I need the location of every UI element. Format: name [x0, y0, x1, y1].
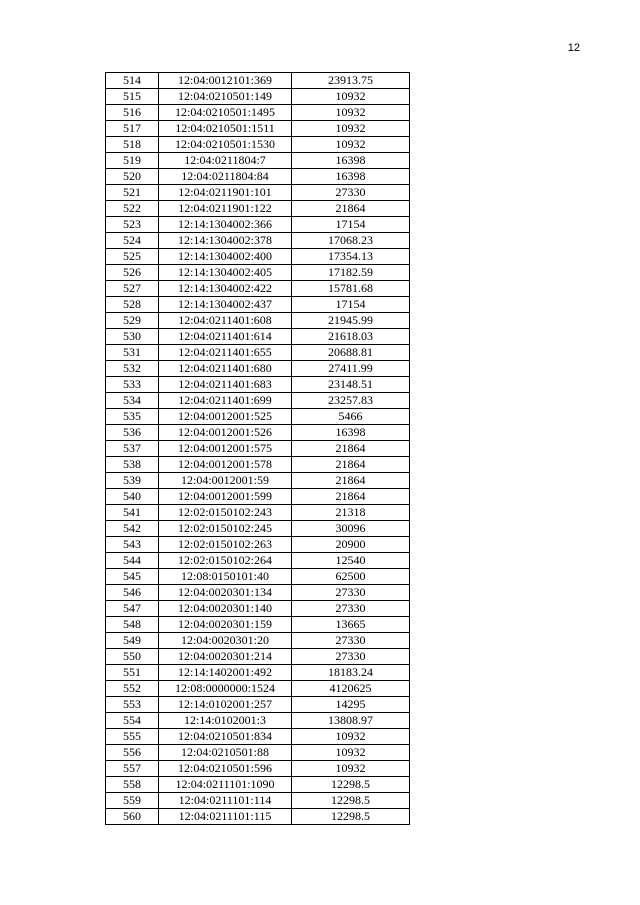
table-row [106, 73, 410, 89]
value-cell: 17068.23 [292, 233, 410, 249]
table-row [106, 633, 410, 649]
cadastral-number: 12:14:1304002:378 [159, 233, 292, 249]
table-row [106, 89, 410, 105]
value-cell: 23257.83 [292, 393, 410, 409]
table-row [106, 473, 410, 489]
value-cell: 21864 [292, 473, 410, 489]
value-cell: 17182.59 [292, 265, 410, 281]
cadastral-number: 12:04:0020301:159 [159, 617, 292, 633]
cadastral-number: 12:04:0210501:88 [159, 745, 292, 761]
row-number: 529 [106, 313, 159, 329]
cadastral-number: 12:04:0210501:1530 [159, 137, 292, 153]
table-row [106, 297, 410, 313]
row-number: 517 [106, 121, 159, 137]
cadastral-number: 12:04:0020301:140 [159, 601, 292, 617]
table-row [106, 153, 410, 169]
row-number: 549 [106, 633, 159, 649]
row-number: 518 [106, 137, 159, 153]
row-number: 539 [106, 473, 159, 489]
cadastral-number: 12:04:0211804:7 [159, 153, 292, 169]
cadastral-number: 12:08:0150101:40 [159, 569, 292, 585]
cadastral-number: 12:04:0210501:834 [159, 729, 292, 745]
row-number: 519 [106, 153, 159, 169]
table-row [106, 441, 410, 457]
cadastral-number: 12:14:1304002:400 [159, 249, 292, 265]
cadastral-number: 12:14:0102001:257 [159, 697, 292, 713]
table-row [106, 537, 410, 553]
table-row [106, 761, 410, 777]
row-number: 516 [106, 105, 159, 121]
row-number: 538 [106, 457, 159, 473]
cadastral-number: 12:04:0012001:599 [159, 489, 292, 505]
cadastral-number: 12:14:1304002:366 [159, 217, 292, 233]
row-number: 528 [106, 297, 159, 313]
table-body [106, 73, 410, 825]
table-row [106, 665, 410, 681]
value-cell: 21318 [292, 505, 410, 521]
value-cell: 10932 [292, 729, 410, 745]
row-number: 554 [106, 713, 159, 729]
cadastral-number: 12:04:0012001:578 [159, 457, 292, 473]
row-number: 556 [106, 745, 159, 761]
table-row [106, 505, 410, 521]
value-cell: 10932 [292, 121, 410, 137]
row-number: 545 [106, 569, 159, 585]
cadastral-number: 12:04:0211101:115 [159, 809, 292, 825]
value-cell: 10932 [292, 761, 410, 777]
table-row [106, 617, 410, 633]
table-row [106, 601, 410, 617]
value-cell: 27330 [292, 601, 410, 617]
table-row [106, 249, 410, 265]
row-number: 532 [106, 361, 159, 377]
value-cell: 14295 [292, 697, 410, 713]
row-number: 537 [106, 441, 159, 457]
row-number: 521 [106, 185, 159, 201]
value-cell: 10932 [292, 105, 410, 121]
table-row [106, 489, 410, 505]
cadastral-number: 12:04:0210501:1511 [159, 121, 292, 137]
value-cell: 12298.5 [292, 809, 410, 825]
cadastral-number: 12:04:0211401:614 [159, 329, 292, 345]
value-cell: 12540 [292, 553, 410, 569]
cadastral-number: 12:14:1304002:437 [159, 297, 292, 313]
row-number: 533 [106, 377, 159, 393]
value-cell: 27330 [292, 585, 410, 601]
value-cell: 27330 [292, 633, 410, 649]
row-number: 523 [106, 217, 159, 233]
value-cell: 17354.13 [292, 249, 410, 265]
row-number: 544 [106, 553, 159, 569]
table-row [106, 745, 410, 761]
table-row [106, 713, 410, 729]
row-number: 558 [106, 777, 159, 793]
table-row [106, 137, 410, 153]
value-cell: 12298.5 [292, 793, 410, 809]
value-cell: 20900 [292, 537, 410, 553]
row-number: 548 [106, 617, 159, 633]
value-cell: 27330 [292, 185, 410, 201]
value-cell: 21864 [292, 201, 410, 217]
cadastral-number: 12:02:0150102:263 [159, 537, 292, 553]
value-cell: 21945.99 [292, 313, 410, 329]
value-cell: 21864 [292, 489, 410, 505]
row-number: 553 [106, 697, 159, 713]
value-cell: 23913.75 [292, 73, 410, 89]
value-cell: 16398 [292, 425, 410, 441]
cadastral-number: 12:04:0211401:699 [159, 393, 292, 409]
row-number: 514 [106, 73, 159, 89]
table-row [106, 329, 410, 345]
cadastral-number: 12:04:0211901:122 [159, 201, 292, 217]
cadastral-number: 12:04:0210501:149 [159, 89, 292, 105]
cadastral-number: 12:04:0020301:214 [159, 649, 292, 665]
data-table [105, 72, 410, 825]
table-row [106, 697, 410, 713]
table-row [106, 409, 410, 425]
table-row [106, 121, 410, 137]
table-row [106, 217, 410, 233]
cadastral-number: 12:04:0211804:84 [159, 169, 292, 185]
row-number: 515 [106, 89, 159, 105]
value-cell: 18183.24 [292, 665, 410, 681]
value-cell: 16398 [292, 169, 410, 185]
table-row [106, 793, 410, 809]
value-cell: 10932 [292, 89, 410, 105]
cadastral-number: 12:04:0012001:59 [159, 473, 292, 489]
cadastral-number: 12:04:0210501:596 [159, 761, 292, 777]
value-cell: 23148.51 [292, 377, 410, 393]
row-number: 541 [106, 505, 159, 521]
cadastral-number: 12:02:0150102:264 [159, 553, 292, 569]
cadastral-number: 12:04:0211401:655 [159, 345, 292, 361]
value-cell: 20688.81 [292, 345, 410, 361]
cadastral-number: 12:14:1304002:422 [159, 281, 292, 297]
row-number: 557 [106, 761, 159, 777]
value-cell: 13665 [292, 617, 410, 633]
row-number: 546 [106, 585, 159, 601]
row-number: 535 [106, 409, 159, 425]
row-number: 536 [106, 425, 159, 441]
cadastral-number: 12:04:0211401:683 [159, 377, 292, 393]
table-row [106, 553, 410, 569]
table-row [106, 281, 410, 297]
table-row [106, 393, 410, 409]
value-cell: 10932 [292, 745, 410, 761]
cadastral-number: 12:02:0150102:243 [159, 505, 292, 521]
cadastral-number: 12:04:0012001:525 [159, 409, 292, 425]
cadastral-number: 12:04:0211901:101 [159, 185, 292, 201]
value-cell: 30096 [292, 521, 410, 537]
page-number: 12 [567, 42, 580, 54]
cadastral-number: 12:04:0012001:526 [159, 425, 292, 441]
value-cell: 5466 [292, 409, 410, 425]
cadastral-number: 12:08:0000000:1524 [159, 681, 292, 697]
cadastral-number: 12:04:0211101:1090 [159, 777, 292, 793]
row-number: 559 [106, 793, 159, 809]
value-cell: 17154 [292, 217, 410, 233]
cadastral-number: 12:04:0020301:134 [159, 585, 292, 601]
cadastral-number: 12:14:1304002:405 [159, 265, 292, 281]
cadastral-number: 12:04:0211101:114 [159, 793, 292, 809]
cadastral-number: 12:04:0020301:20 [159, 633, 292, 649]
row-number: 560 [106, 809, 159, 825]
table-row [106, 777, 410, 793]
table-row [106, 809, 410, 825]
row-number: 525 [106, 249, 159, 265]
table-row [106, 377, 410, 393]
value-cell: 27411.99 [292, 361, 410, 377]
row-number: 542 [106, 521, 159, 537]
row-number: 552 [106, 681, 159, 697]
table-row [106, 521, 410, 537]
cadastral-number: 12:04:0012101:369 [159, 73, 292, 89]
value-cell: 21864 [292, 441, 410, 457]
row-number: 547 [106, 601, 159, 617]
value-cell: 12298.5 [292, 777, 410, 793]
value-cell: 62500 [292, 569, 410, 585]
table-row [106, 681, 410, 697]
row-number: 543 [106, 537, 159, 553]
value-cell: 10932 [292, 137, 410, 153]
table-row [106, 361, 410, 377]
row-number: 524 [106, 233, 159, 249]
table-row [106, 233, 410, 249]
table-row [106, 585, 410, 601]
table-row [106, 313, 410, 329]
table-row [106, 569, 410, 585]
table-row [106, 425, 410, 441]
row-number: 550 [106, 649, 159, 665]
row-number: 540 [106, 489, 159, 505]
cadastral-number: 12:04:0210501:1495 [159, 105, 292, 121]
row-number: 551 [106, 665, 159, 681]
table-row [106, 649, 410, 665]
row-number: 530 [106, 329, 159, 345]
row-number: 522 [106, 201, 159, 217]
cadastral-number: 12:02:0150102:245 [159, 521, 292, 537]
row-number: 555 [106, 729, 159, 745]
table-row [106, 729, 410, 745]
cadastral-number: 12:14:1402001:492 [159, 665, 292, 681]
value-cell: 16398 [292, 153, 410, 169]
row-number: 526 [106, 265, 159, 281]
value-cell: 27330 [292, 649, 410, 665]
table-row [106, 345, 410, 361]
value-cell: 21618.03 [292, 329, 410, 345]
cadastral-number: 12:04:0211401:680 [159, 361, 292, 377]
table-row [106, 105, 410, 121]
row-number: 527 [106, 281, 159, 297]
row-number: 531 [106, 345, 159, 361]
value-cell: 21864 [292, 457, 410, 473]
table-row [106, 169, 410, 185]
table-row [106, 265, 410, 281]
row-number: 520 [106, 169, 159, 185]
table-row [106, 201, 410, 217]
table-row [106, 457, 410, 473]
value-cell: 13808.97 [292, 713, 410, 729]
value-cell: 15781.68 [292, 281, 410, 297]
row-number: 534 [106, 393, 159, 409]
cadastral-number: 12:04:0211401:608 [159, 313, 292, 329]
value-cell: 4120625 [292, 681, 410, 697]
cadastral-number: 12:14:0102001:3 [159, 713, 292, 729]
cadastral-number: 12:04:0012001:575 [159, 441, 292, 457]
table-row [106, 185, 410, 201]
value-cell: 17154 [292, 297, 410, 313]
